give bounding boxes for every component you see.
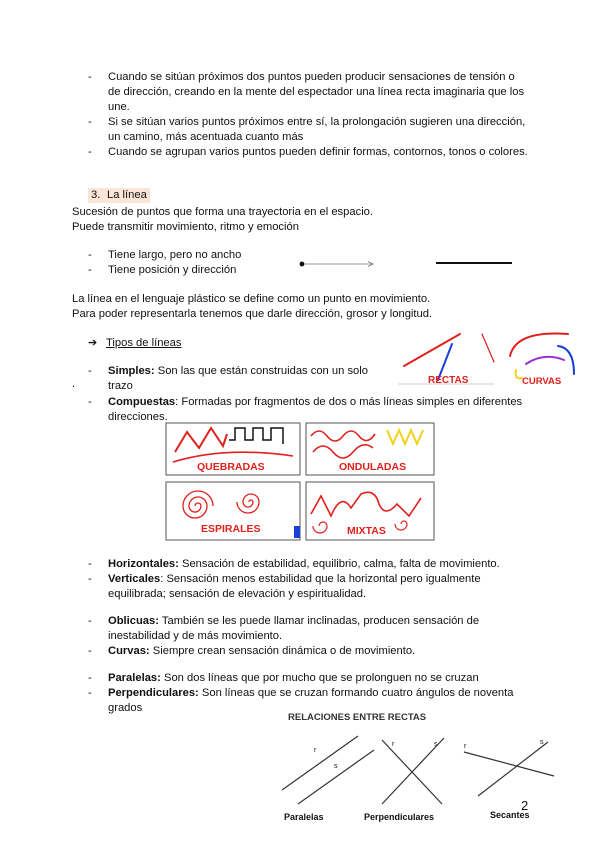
list-item: - Horizontales: Sensación de estabilidad, equilibrio, calma, falta de movimiento. [88,558,500,570]
list-item: - Curvas: Siempre crean sensación dinámica o de movimiento. [88,645,416,657]
line-label-s: s [434,741,438,748]
list-item: - Si se sitúan varios puntos próximos entre sí, la prolongación sugieren una dirección, un camino, más acentuada cuanto más [88,116,526,143]
simple-types-list [88,364,388,394]
parallel-perpendicular-list [88,671,528,716]
definition-text: Sucesión de puntos que forma una trayectoria en el espacio. Puede transmitir movimiento, ritmo y emoción [72,206,374,233]
rectas-curvas-figure [398,326,576,390]
line-label-r: r [392,741,395,748]
relations-title: RELACIONES ENTRE RECTAS [288,712,427,723]
secantes-caption: Secantes [490,810,530,820]
list-item: - Simples: Son las que están construidas con un solo trazo [88,365,368,392]
onduladas-label: ONDULADAS [339,461,407,473]
rectas-label: RECTAS [428,375,469,386]
line-label-r: r [464,743,467,750]
arrow-right-icon: ➔ [88,337,98,349]
relations-drawing [278,712,558,824]
plastic-language-text: La línea en el lenguaje plástico se define como un punto en movimiento. Para poder representarla tenemos que darle dirección, grosor y longitud. [72,293,433,320]
list-item: - Cuando se sitúan próximos dos puntos pueden producir sensaciones de tensión o de dirección, creando en la mente del espectador una línea recta imaginaria que los une. [88,71,525,113]
list-item: - Tiene posición y dirección [88,264,237,276]
paralelas-caption: Paralelas [284,812,324,822]
intro-bullet-list [88,70,528,160]
compound-lines-figure [165,422,437,542]
line-label-s: s [334,763,338,770]
properties-list [88,248,308,278]
curvas-label: CURVAS [522,376,562,387]
oblique-curve-list [88,614,528,659]
list-item: - Oblicuas: También se les puede llamar inclinadas, producen sensación de inestabilidad y de más movimiento. [88,615,480,642]
types-heading: ➔ Tipos de líneas [88,337,182,349]
espirales-label: ESPIRALES [201,523,261,535]
compound-types-list [88,395,526,425]
list-item: - Paralelas: Son dos líneas que por mucho que se prolonguen no se cruzan [88,672,479,684]
start-point [300,262,305,267]
list-item: - Perpendiculares: Son líneas que se cruzan formando cuatro ángulos de noventa grados [88,687,514,714]
relations-figure [278,712,558,824]
stray-dot: . [72,378,76,390]
line-label-r: r [314,747,317,754]
line-label-s: s [540,739,544,746]
mixtas-label: MIXTAS [347,525,386,537]
list-item: - Compuestas: Formadas por fragmentos de dos o más líneas simples en diferentes direcciones. [88,396,523,423]
list-item: - Tiene largo, pero no ancho [88,249,242,261]
section-heading: 3. La línea [88,188,150,203]
quebradas-label: QUEBRADAS [197,461,265,473]
horizontal-vertical-list [88,557,528,602]
point-line-illustration [296,256,526,272]
page-number: 2 [521,798,529,813]
perpendiculares-caption: Perpendiculares [364,812,435,822]
list-item: - Verticales: Sensación menos estabilidad que la horizontal pero igualmente equilibrada; sensación de elevación y espiritualidad. [88,573,481,600]
list-item: - Cuando se agrupan varios puntos pueden definir formas, contornos, tonos o colores. [88,146,528,158]
